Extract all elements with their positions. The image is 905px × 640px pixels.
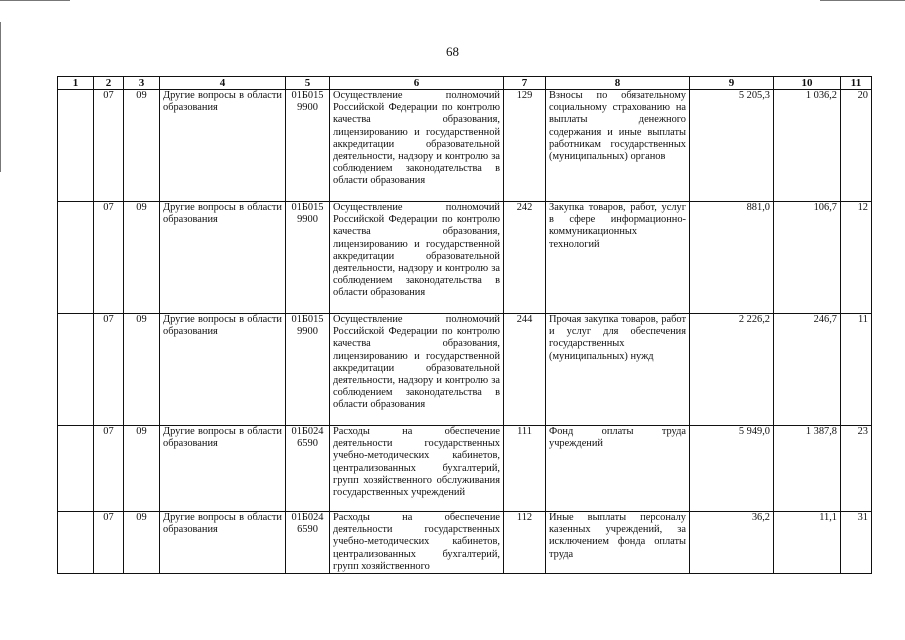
executed-amount-cell: 1 387,8: [774, 426, 841, 512]
section-code-cell: 07: [94, 512, 124, 574]
section-code-cell: 07: [94, 314, 124, 426]
amount-cell: 2 226,2: [690, 314, 774, 426]
percent-cell: 11: [841, 314, 872, 426]
target-article-cell: 01Б015 9900: [286, 314, 330, 426]
table-row: [58, 426, 872, 512]
budget-table: [57, 76, 872, 574]
executed-amount-cell: 1 036,2: [774, 90, 841, 202]
expense-type-name-cell: Взносы по обязательному социальному страхованию на выплаты денежного содержания и иные выплаты работникам государственных (муниципальных) органов: [546, 90, 690, 202]
header-cell: 8: [546, 77, 690, 90]
target-article-cell: 01Б024 6590: [286, 426, 330, 512]
expense-type-code-cell: 244: [504, 314, 546, 426]
table-row: [58, 314, 872, 426]
executed-amount-cell: 106,7: [774, 202, 841, 314]
row-number-cell: [58, 512, 94, 574]
executed-amount-cell: 11,1: [774, 512, 841, 574]
row-number-cell: [58, 426, 94, 512]
scan-edge-line: [0, 0, 70, 1]
executed-amount-cell: 246,7: [774, 314, 841, 426]
expense-type-code-cell: 242: [504, 202, 546, 314]
subsection-name-cell: Другие вопросы в области образования: [160, 426, 286, 512]
header-cell: 3: [124, 77, 160, 90]
amount-cell: 881,0: [690, 202, 774, 314]
target-article-name-cell: Осуществление полномочий Российской Федерации по контролю качества образования, лицензированию и государственной аккредитации образовательной деятельности, надзору и контролю за соблюдением законодательства в области образования: [330, 314, 504, 426]
table-row: [58, 512, 872, 574]
amount-cell: 36,2: [690, 512, 774, 574]
percent-cell: 12: [841, 202, 872, 314]
subsection-code-cell: 09: [124, 512, 160, 574]
section-code-cell: 07: [94, 202, 124, 314]
amount-cell: 5 949,0: [690, 426, 774, 512]
header-cell: 1: [58, 77, 94, 90]
section-code-cell: 07: [94, 426, 124, 512]
header-cell: 6: [330, 77, 504, 90]
header-cell: 10: [774, 77, 841, 90]
subsection-code-cell: 09: [124, 426, 160, 512]
target-article-cell: 01Б024 6590: [286, 512, 330, 574]
table-row: [58, 202, 872, 314]
expense-type-code-cell: 129: [504, 90, 546, 202]
target-article-name-cell: Расходы на обеспечение деятельности государственных учебно-методических кабинетов, централизованных бухгалтерий, групп хозяйственного обслуживания государственных учреждений: [330, 426, 504, 512]
header-row: [58, 77, 872, 90]
section-code-cell: 07: [94, 90, 124, 202]
subsection-code-cell: 09: [124, 202, 160, 314]
header-cell: 9: [690, 77, 774, 90]
expense-type-name-cell: Закупка товаров, работ, услуг в сфере информационно-коммуникационных технологий: [546, 202, 690, 314]
header-cell: 5: [286, 77, 330, 90]
page-number: 68: [446, 44, 459, 59]
amount-cell: 5 205,3: [690, 90, 774, 202]
header-cell: 7: [504, 77, 546, 90]
expense-type-code-cell: 111: [504, 426, 546, 512]
expense-type-name-cell: Прочая закупка товаров, работ и услуг для обеспечения государственных (муниципальных) нужд: [546, 314, 690, 426]
subsection-name-cell: Другие вопросы в области образования: [160, 202, 286, 314]
table-row: [58, 90, 872, 202]
row-number-cell: [58, 314, 94, 426]
row-number-cell: [58, 90, 94, 202]
subsection-name-cell: Другие вопросы в области образования: [160, 314, 286, 426]
header-cell: 4: [160, 77, 286, 90]
target-article-name-cell: Расходы на обеспечение деятельности государственных учебно-методических кабинетов, централизованных бухгалтерий, групп хозяйственного: [330, 512, 504, 574]
expense-type-name-cell: Иные выплаты персоналу казенных учреждений, за исключением фонда оплаты труда: [546, 512, 690, 574]
target-article-cell: 01Б015 9900: [286, 202, 330, 314]
scan-edge-line: [820, 0, 905, 1]
target-article-cell: 01Б015 9900: [286, 90, 330, 202]
subsection-name-cell: Другие вопросы в области образования: [160, 512, 286, 574]
row-number-cell: [58, 202, 94, 314]
expense-type-name-cell: Фонд оплаты труда учреждений: [546, 426, 690, 512]
percent-cell: 31: [841, 512, 872, 574]
subsection-name-cell: Другие вопросы в области образования: [160, 90, 286, 202]
header-cell: 11: [841, 77, 872, 90]
scan-edge-line: [0, 22, 1, 172]
percent-cell: 20: [841, 90, 872, 202]
target-article-name-cell: Осуществление полномочий Российской Федерации по контролю качества образования, лицензированию и государственной аккредитации образовательной деятельности, надзору и контролю за соблюдением законодательства в области образования: [330, 90, 504, 202]
subsection-code-cell: 09: [124, 90, 160, 202]
subsection-code-cell: 09: [124, 314, 160, 426]
expense-type-code-cell: 112: [504, 512, 546, 574]
percent-cell: 23: [841, 426, 872, 512]
header-cell: 2: [94, 77, 124, 90]
target-article-name-cell: Осуществление полномочий Российской Федерации по контролю качества образования, лицензированию и государственной аккредитации образовательной деятельности, надзору и контролю за соблюдением законодательства в области образования: [330, 202, 504, 314]
